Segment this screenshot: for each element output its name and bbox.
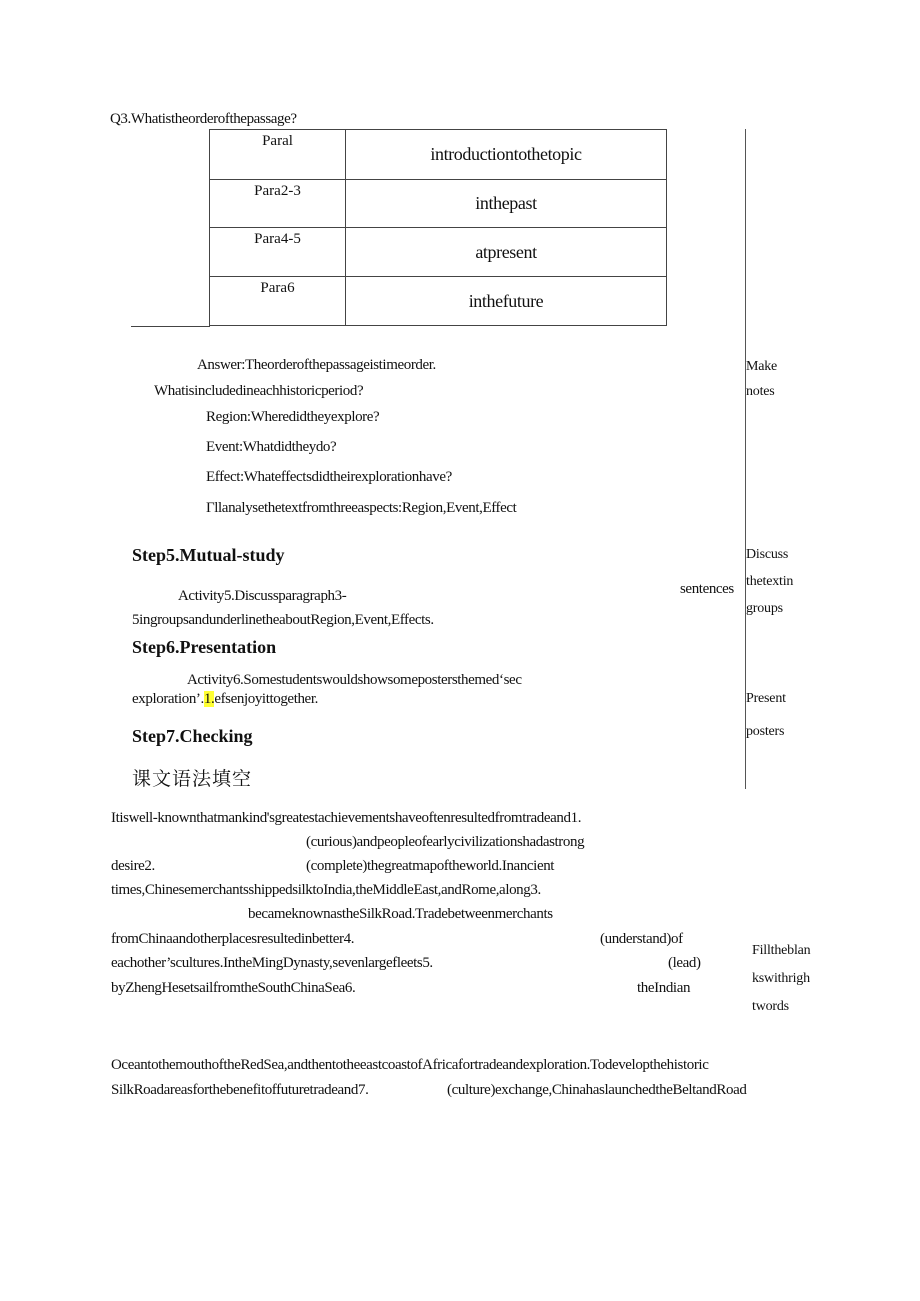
table-row <box>210 130 667 180</box>
passage-line: SilkRoadareasforthebenefitoffuturetradeand7. <box>111 1082 369 1098</box>
passage-order-table <box>209 129 667 326</box>
activity5-line1: Activity5.Discussparagraph3- <box>178 588 347 604</box>
side-note-fill1: Filltheblan <box>752 943 811 958</box>
effect-question: Effect:Whateffectsdidtheirexplorationhave? <box>206 469 452 485</box>
side-note-groups: groups <box>746 601 783 616</box>
passage-line: OceantothemouthoftheRedSea,andthentotheeastcoastofAfricafortradeandexploration.Todevelopthehistoric <box>111 1057 709 1073</box>
passage-line: theIndian <box>637 980 691 996</box>
side-note-notes: notes <box>746 384 775 399</box>
passage-line: desire2. <box>111 858 155 874</box>
step7-subtitle: 课文语法填空 <box>132 768 253 790</box>
content-cell: inthefuture <box>346 277 667 326</box>
passage-line: (culture)exchange,ChinahaslaunchedtheBeltandRoad <box>447 1082 747 1098</box>
activity6-line2-a: exploration’. <box>132 691 204 707</box>
side-note-posters: posters <box>746 724 785 739</box>
passage-line: byZhengHesetsailfromtheSouthChinaSea6. <box>111 980 356 996</box>
passage-line: fromChinaandotherplacesresultedinbetter4. <box>111 931 355 947</box>
passage-line: eachother’scultures.IntheMingDynasty,sevenlargefleets5. <box>111 955 433 971</box>
activity6-line2 <box>132 691 318 708</box>
passage-line: (lead) <box>668 955 701 971</box>
region-question: Region:Wheredidtheyexplore? <box>206 409 380 425</box>
side-note-fill2: kswithrigh <box>752 971 810 986</box>
passage-line: (complete)thegreatmapoftheworld.Inancient <box>306 858 555 874</box>
side-note-discuss: Discuss <box>746 547 789 562</box>
side-note-make: Make <box>746 359 778 374</box>
included-question: Whatisincludedineachhistoricperiod? <box>154 383 364 399</box>
passage-line: (curious)andpeopleofearlycivilizationshadastrong <box>306 834 585 850</box>
table-left-rule <box>131 326 210 327</box>
content-cell: atpresent <box>346 228 667 277</box>
activity6-line2-b: efsenjoyittogether. <box>214 691 318 707</box>
passage-line: becameknownastheSilkRoad.Tradebetweenmerchants <box>248 906 553 922</box>
content-cell: introductiontothetopic <box>346 130 667 180</box>
analyse-text: Γllanalysethetextfromthreeaspects:Region,Event,Effect <box>206 500 517 516</box>
event-question: Event:Whatdidtheydo? <box>206 439 337 455</box>
side-note-fill3: twords <box>752 999 789 1014</box>
step5-heading: Step5.Mutual-study <box>132 545 285 565</box>
table-row <box>210 277 667 326</box>
passage-line: Itiswell-knownthatmankind'sgreatestachievementshaveoftenresultedfromtradeand1. <box>111 810 582 826</box>
highlight-marker: 1. <box>203 691 215 707</box>
answer-text: Answer:Theorderofthepassageistimeorder. <box>197 357 436 373</box>
content-cell: inthepast <box>346 180 667 228</box>
side-note-thetextin: thetextin <box>746 574 794 589</box>
activity5-sentences: sentences <box>680 581 734 597</box>
para-cell: Para4-5 <box>210 228 346 277</box>
table-row <box>210 228 667 277</box>
para-cell: Para6 <box>210 277 346 326</box>
activity6-line1: Activity6.Somestudentswouldshowsomepostersthemed‘sec <box>187 672 522 688</box>
table-row <box>210 180 667 228</box>
side-note-present: Present <box>746 691 786 706</box>
passage-line: times,ChinesemerchantsshippedsilktoIndia,theMiddleEast,andRome,along3. <box>111 882 541 898</box>
right-column-divider <box>745 129 746 789</box>
passage-line: (understand)of <box>600 931 683 947</box>
step6-heading: Step6.Presentation <box>132 637 277 657</box>
para-cell: Paral <box>210 130 346 180</box>
para-cell: Para2-3 <box>210 180 346 228</box>
question-3: Q3.Whatistheorderofthepassage? <box>110 111 297 127</box>
activity5-line2: 5ingroupsandunderlinetheaboutRegion,Event,Effects. <box>132 612 434 628</box>
step7-heading: Step7.Checking <box>132 726 253 746</box>
